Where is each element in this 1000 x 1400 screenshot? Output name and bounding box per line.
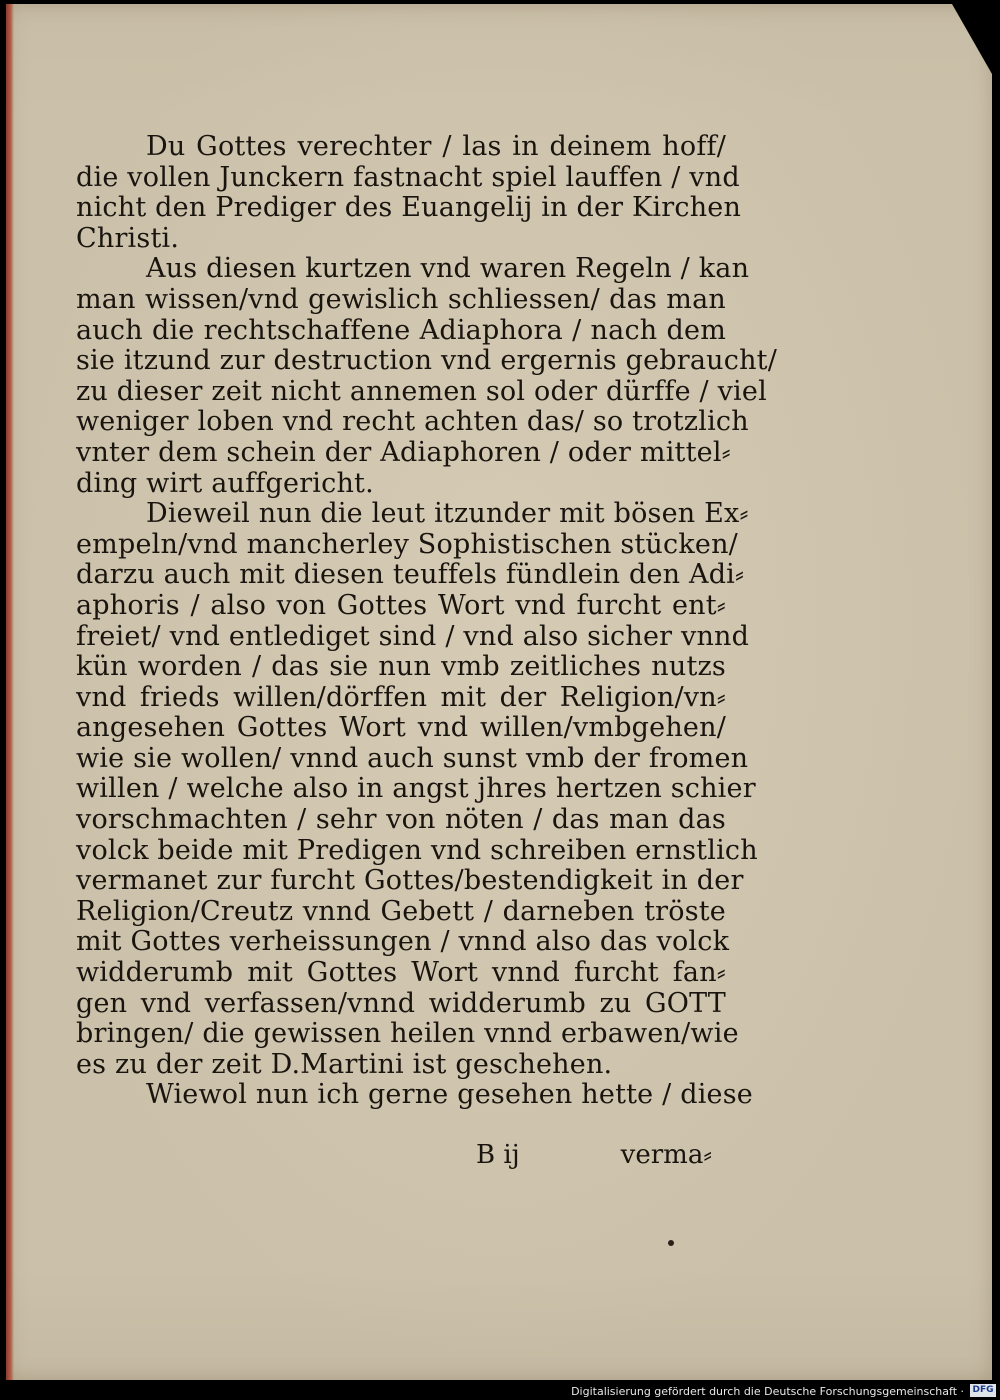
- text-line: freiet/ vnd entlediget sind / vnd also sicher vnnd: [76, 620, 750, 652]
- text-line: ding wirt auffgericht.: [76, 467, 374, 499]
- text-line: wie sie wollen/ vnnd auch sunst vmb der fromen: [76, 742, 749, 774]
- body-text: [76, 131, 778, 1111]
- text-line: widderumb mit Gottes Wort vnnd furcht fan⸗: [76, 957, 726, 989]
- text-line: vermanet zur furcht Gottes/bestendigkeit in der: [76, 865, 744, 897]
- text-line: man wissen/vnd gewislich schliessen/ das man: [76, 283, 726, 315]
- text-line: kün worden / das sie nun vmb zeitliches nutzs: [76, 651, 726, 683]
- text-line: Wiewol nun ich gerne gesehen hette / diese: [146, 1079, 753, 1111]
- page-corner: [952, 4, 992, 74]
- text-line: Christi.: [76, 222, 180, 254]
- text-line: vnter dem schein der Adiaphoren / oder mittel⸗: [76, 436, 731, 468]
- text-line: darzu auch mit diesen teuffels fündlein den Adi⸗: [76, 559, 745, 591]
- text-line: vnd frieds willen/dörffen mit der Religion/vn⸗: [76, 681, 726, 713]
- text-line: mit Gottes verheissungen / vnnd also das volck: [76, 926, 730, 958]
- text-line: nicht den Prediger des Euangelij in der Kirchen: [76, 192, 742, 224]
- dfg-logo: DFG: [970, 1384, 996, 1397]
- text-line: gen vnd verfassen/vnnd widderumb zu GOTT: [76, 987, 726, 1019]
- text-line: es zu der zeit D.Martini ist geschehen.: [76, 1048, 613, 1080]
- text-line: willen / welche also in angst jhres hertzen schier: [76, 773, 756, 805]
- text-line: die vollen Junckern fastnacht spiel lauffen / vnd: [76, 161, 740, 193]
- text-line: empeln/vnd mancherley Sophistischen stücken/: [76, 528, 738, 560]
- page-binding-edge: [6, 4, 14, 1380]
- text-line: vorschmachten / sehr von nöten / das man das: [76, 804, 726, 836]
- text-line: Dieweil nun die leut itzunder mit bösen Ex⸗: [146, 498, 749, 530]
- text-line: weniger loben vnd recht achten das/ so trotzlich: [76, 406, 749, 438]
- text-line: Aus diesen kurtzen vnd waren Regeln / kan: [146, 253, 750, 285]
- signature-mark: B ij: [476, 1140, 520, 1170]
- text-line: zu dieser zeit nicht annemen sol oder dürffe / viel: [76, 375, 767, 407]
- ink-spot: [668, 1240, 674, 1246]
- text-line: sie itzund zur destruction vnd ergernis gebraucht/: [76, 345, 778, 377]
- text-line: volck beide mit Predigen vnd schreiben ernstlich: [76, 834, 758, 866]
- catchword: verma⸗: [620, 1140, 712, 1170]
- text-line: aphoris / also von Gottes Wort vnd furcht ent⸗: [76, 589, 726, 621]
- text-line: Du Gottes verechter / las in deinem hoff/: [146, 131, 726, 162]
- page-footer-line: [76, 1140, 726, 1172]
- book-page: [6, 4, 992, 1380]
- text-line: bringen/ die gewissen heilen vnnd erbawen/wie: [76, 1018, 739, 1050]
- text-line: auch die rechtschaffene Adiaphora / nach dem: [76, 314, 726, 346]
- text-line: Religion/Creutz vnnd Gebett / darneben tröste: [76, 895, 726, 927]
- text-line: angesehen Gottes Wort vnd willen/vmbgehen/: [76, 712, 726, 744]
- funding-credit: Digitalisierung gefördert durch die Deutsche Forschungsgemeinschaft ·: [571, 1385, 964, 1398]
